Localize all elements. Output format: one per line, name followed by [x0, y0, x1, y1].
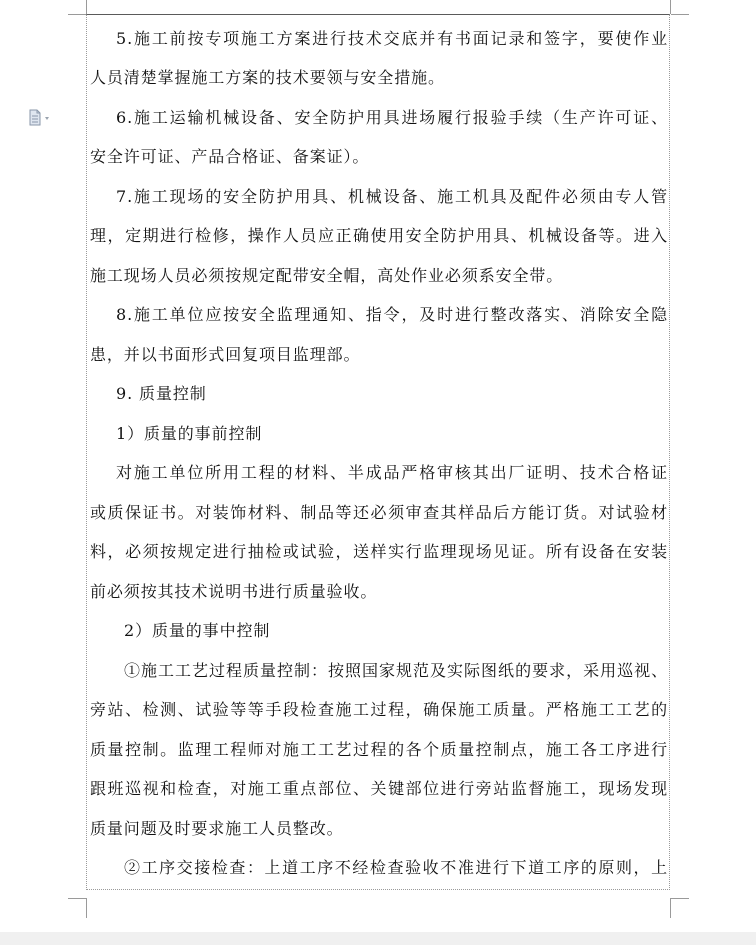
crop-mark-top-left — [86, 0, 87, 14]
paragraph-line: 6.施工运输机械设备、安全防护用具进场履行报验手续（生产许可证、 — [116, 108, 668, 127]
paragraph-line: 患，并以书面形式回复项目监理部。 — [90, 345, 361, 364]
paragraph-line: ①施工工艺过程质量控制：按照国家规范及实际图纸的要求，采用巡视、 — [124, 661, 668, 680]
paragraph-line: 安全许可证、产品合格证、备案证）。 — [90, 147, 370, 166]
section-heading: 9. 质量控制 — [116, 384, 207, 403]
paragraph-line: 7.施工现场的安全防护用具、机械设备、施工机具及配件必须由专人管 — [116, 187, 668, 206]
paragraph-line: 理，定期进行检修，操作人员应正确使用安全防护用具、机械设备等。进入 — [90, 226, 668, 245]
crop-mark-bottom-right — [671, 898, 689, 899]
paragraph-line: 人员清楚掌握施工方案的技术要领与安全措施。 — [90, 68, 445, 87]
paragraph-line: 料，必须按规定进行抽检或试验，送样实行监理现场见证。所有设备在安装 — [90, 542, 668, 561]
paragraph-line: 施工现场人员必须按规定配带安全帽，高处作业必须系安全带。 — [90, 266, 564, 285]
crop-mark-top-right — [671, 14, 689, 15]
crop-mark-top-right — [670, 0, 671, 14]
subsection-heading: 2）质量的事中控制 — [124, 621, 271, 640]
paragraph-line: 跟班巡视和检查，对施工重点部位、关键部位进行旁站监督施工，现场发现 — [90, 779, 668, 798]
crop-mark-bottom-left — [86, 898, 87, 918]
paragraph-line: 或质保证书。对装饰材料、制品等还必须审查其样品后方能订货。对试验材 — [90, 503, 668, 522]
paragraph-line: 质量控制。监理工程师对施工工艺过程的各个质量控制点，施工各工序进行 — [90, 740, 668, 759]
paragraph-line: 旁站、检测、试验等等手段检查施工过程，确保施工质量。严格施工工艺的 — [90, 700, 668, 719]
crop-mark-top-left — [68, 14, 86, 15]
paragraph-line: 前必须按其技术说明书进行质量验收。 — [90, 582, 378, 601]
paragraph-line: 5.施工前按专项施工方案进行技术交底并有书面记录和签字，要使作业 — [116, 29, 668, 48]
paragraph-line: 8.施工单位应按安全监理通知、指令，及时进行整改落实、消除安全隐 — [116, 305, 668, 324]
paragraph-line: 质量问题及时要求施工人员整改。 — [90, 819, 344, 838]
subsection-heading: 1）质量的事前控制 — [116, 424, 263, 443]
page-gap — [0, 932, 756, 945]
crop-mark-bottom-right — [670, 898, 671, 918]
paragraph-line: 对施工单位所用工程的材料、半成品严格审核其出厂证明、技术合格证 — [116, 463, 668, 482]
crop-mark-bottom-left — [68, 898, 86, 899]
document-icon-svg — [28, 109, 52, 127]
paragraph-line: ②工序交接检查：上道工序不经检查验收不准进行下道工序的原则，上 — [124, 858, 668, 877]
document-icon[interactable] — [28, 109, 52, 127]
